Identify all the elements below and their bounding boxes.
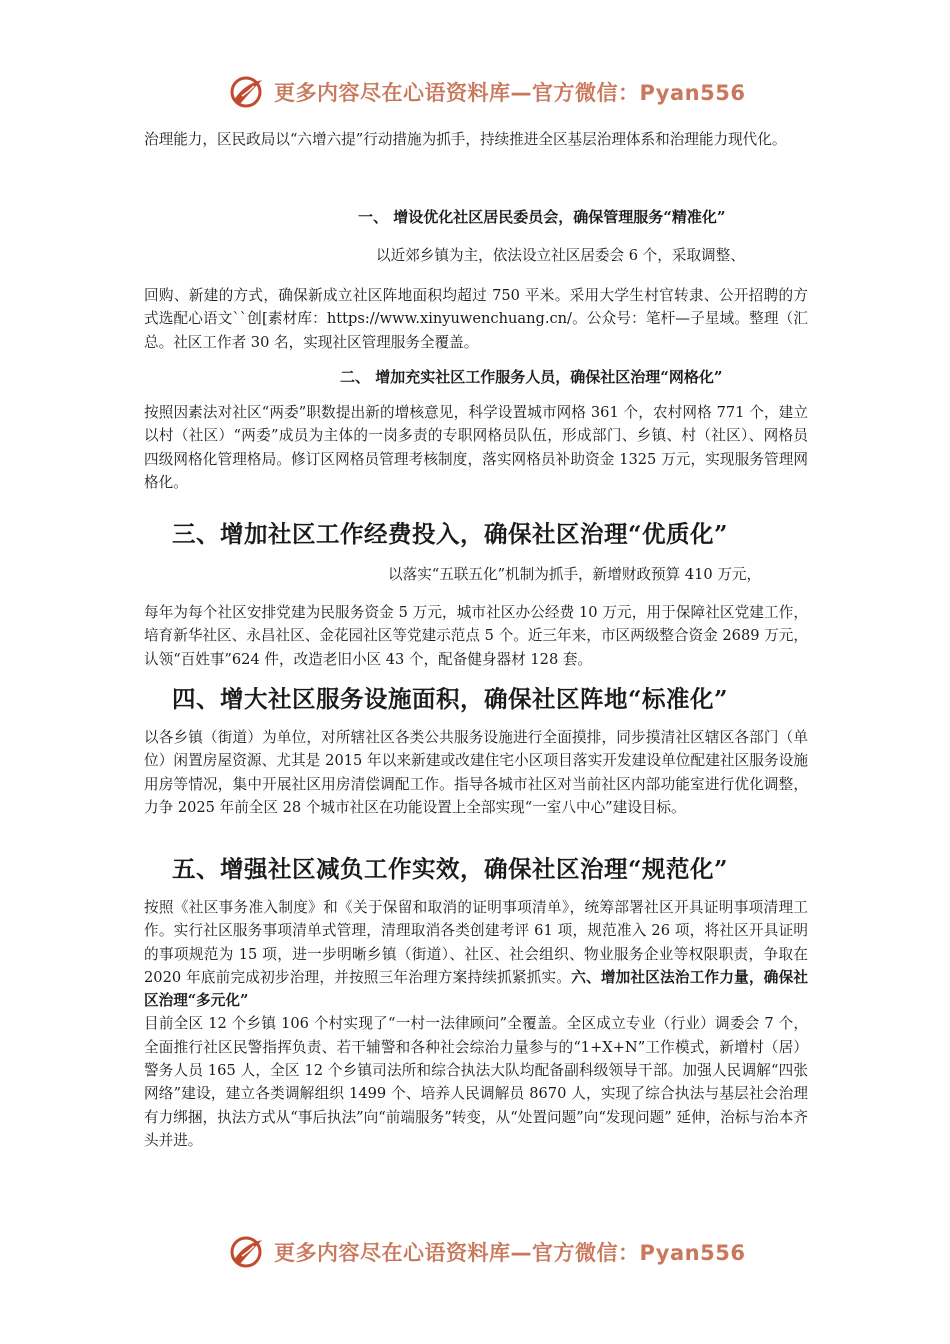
header-banner: [228, 74, 745, 110]
section-5-heading: 五、增强社区减负工作实效，确保社区治理“规范化”: [172, 855, 729, 883]
banner-text: 更多内容尽在心语资料库—官方微信：Pyan556: [274, 1241, 746, 1265]
section-3-heading: 三、增加社区工作经费投入，确保社区治理“优质化”: [172, 520, 729, 548]
section-1-heading: 一、 增设优化社区居民委员会，确保管理服务“精准化”: [358, 208, 726, 226]
section-5-text: 按照《社区事务准入制度》和《关于保留和取消的证明事项清单》，统筹部署社区开具证明事项清理工作。实行社区服务事项清单式管理，清理取消各类创建考评 61 项，规范准入 26 项，将社区开具证明的事项规范为 15 项，进一步明晰乡镇（街道）、社区、社会组织、物业服务企业等权限职责，争取在 2020 年底前完成初步治理，并按照三年治理方案持续抓紧抓实。: [144, 899, 808, 986]
section-1-body: 回购、新建的方式，确保新成立社区阵地面积均超过 750 平米。采用大学生村官转隶、公开招聘的方式选配心语文``创[素材库：https://www.xinyuwenchuang.cn/。公众号：笔杆—子星域。整理（汇总。社区工作者 30 名，实现社区管理服务全覆盖。: [144, 287, 808, 351]
section-3-body: 每年为每个社区安排党建为民服务资金 5 万元，城市社区办公经费 10 万元，用于保障社区党建工作，培育新华社区、永昌社区、金花园社区等党建示范点 5 个。近三年来，市区两级整合资金 2689 万元，认领“百姓事”624 件，改造老旧小区 43 个，配备健身器材 128 套。: [144, 604, 808, 668]
section-6-body: 目前全区 12 个乡镇 106 个村实现了“一村一法律顾问”全覆盖。全区成立专业（行业）调委会 7 个，全面推行社区民警指挥负责、若干辅警和各种社会综治力量参与的“1+X+N”工作模式，新增村（居）警务人员 165 人，全区 12 个乡镇司法所和综合执法大队均配备副科级领导干部。加强人民调解“四张网络”建设，建立各类调解组织 1499 个、培养人民调解员 8670 人，实现了综合执法与基层社会治理有力绑捆，执法方式从“事后执法”向“前端服务”转变，从“处置问题”向“发现问题” 延伸，治标与治本齐头并进。: [144, 1015, 808, 1149]
section-4-heading: 四、增大社区服务设施面积，确保社区阵地“标准化”: [172, 685, 729, 713]
section-5-body: [144, 896, 808, 1152]
ink-brush-logo-icon: [228, 74, 268, 110]
ink-brush-logo-icon: [228, 1234, 268, 1270]
section-4-body: 以各乡镇（街道）为单位，对所辖社区各类公共服务设施进行全面摸排，同步摸清社区辖区各部门（单位）闲置房屋资源、尤其是 2015 年以来新建或改建住宅小区项目落实开发建设单位配建社区服务设施用房等情况，集中开展社区用房清偿调配工作。指导各城市社区对当前社区内部功能室进行优化调整，力争 2025 年前全区 28 个城市社区在功能设置上全部实现“一室八中心”建设目标。: [144, 729, 808, 816]
banner-text: 更多内容尽在心语资料库—官方微信：Pyan556: [274, 81, 746, 105]
intro-paragraph: 治理能力，区民政局以“六增六提”行动措施为抓手，持续推进全区基层治理体系和治理能力现代化。: [144, 131, 787, 148]
section-6-heading: 六、增加社区法治工作力量，确保社区治理“多元化”: [144, 968, 808, 1010]
section-2-body: 按照因素法对社区“两委”职数提出新的增核意见，科学设置城市网格 361 个，农村网格 771 个，建立以村（社区）“两委”成员为主体的一岗多责的专职网格员队伍，形成部门、乡镇、村（社区）、网格员四级网格化管理格局。修订区网格员管理考核制度，落实网格员补助资金 1325 万元，实现服务管理网格化。: [144, 404, 808, 491]
section-2-heading: 二、 增加充实社区工作服务人员，确保社区治理“网格化”: [340, 368, 723, 386]
footer-banner: [228, 1234, 745, 1270]
section-3-lead: 以落实“五联五化”机制为抓手，新增财政预算 410 万元，: [388, 566, 762, 583]
section-1-lead: 以近郊乡镇为主，依法设立社区居委会 6 个，采取调整、: [376, 247, 745, 264]
